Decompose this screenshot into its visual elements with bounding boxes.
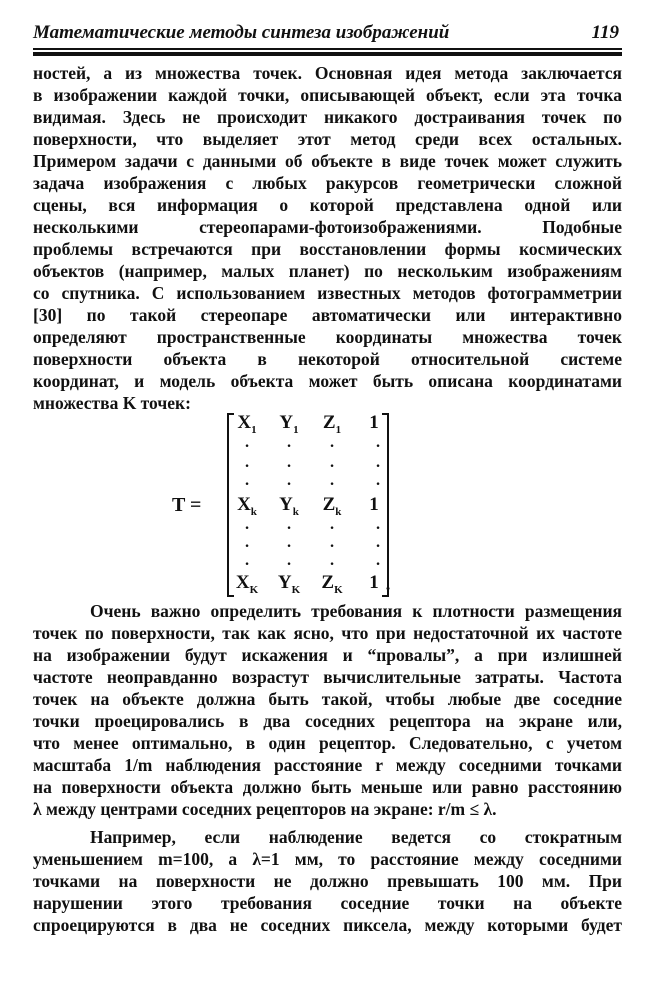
text-line: в изображении каждой точки, описывающей объект, если эта точка — [33, 85, 622, 105]
text-line: на поверхности объекта должно быть меньше или равно расстоянию — [33, 777, 622, 797]
header-title: Математические методы синтеза изображений — [33, 22, 450, 43]
text-line: точек по поверхности, так как ясно, что при недостаточной их частоте — [33, 623, 622, 643]
matrix-label: T = — [172, 494, 202, 516]
matrix-z1: $Z_1$ — [322, 412, 342, 436]
matrix-t: T = $X_1$ $Y_1$ $Z_1$ 1 · · · · · · · · · · · · $X_k$ $Y_k$ $Z_k$ 1 · · · · · · · · · · · · $X_K$ $Y_K$ $Z_K$ 1 . — [160, 410, 410, 600]
text-line: нарушении этого требования соседние точки на объекте — [33, 893, 622, 913]
text-line: Например, если наблюдение ведется со стократным — [90, 827, 622, 847]
text-line: λ между центрами соседних рецепторов на экране: r/m ≤ λ. — [33, 799, 497, 819]
text-line: координат, и модель объекта может быть описана координатами — [33, 371, 622, 391]
text-line: несколькими стереопарами-фотоизображениями. Подобные — [33, 217, 622, 237]
matrix-zK: $Z_K$ — [321, 572, 343, 596]
text-line: частоте неоправданно возрастут вычислительные затраты. Частота — [33, 667, 622, 687]
header-rule-thin — [33, 48, 622, 50]
matrix-end-period: . — [385, 574, 391, 595]
text-line: точки проецировались в два соседних рецептора на экране или, — [33, 711, 622, 731]
text-line: [30] по такой стереопаре автоматически или интерактивно — [33, 305, 622, 325]
text-line: определяют пространственные координаты множества точек — [33, 327, 622, 347]
text-line: со спутника. С использованием известных методов фотограмметрии — [33, 283, 622, 303]
text-line: проблемы встречаются при восстановлении формы космических — [33, 239, 622, 259]
text-line: уменьшением m=100, а λ=1 мм, то расстояние между соседними — [33, 849, 622, 869]
text-line: Примером задачи с данными об объекте в виде точек может служить — [33, 151, 622, 171]
matrix-y1: $Y_1$ — [279, 412, 299, 436]
text-line: на изображении будут искажения и “провалы”, а при излишней — [33, 645, 622, 665]
matrix-xK: $X_K$ — [235, 572, 259, 596]
header-rule-thick — [33, 52, 622, 56]
text-line: ностей, а из множества точек. Основная идея метода заключается — [33, 63, 622, 83]
matrix-wK: 1 — [369, 572, 379, 593]
text-line: масштаба 1/m наблюдения расстояние r между соседними точками — [33, 755, 622, 775]
text-line: точек на объекте должна быть такой, чтобы любые две соседние — [33, 689, 622, 709]
matrix-zk: $Z_k$ — [322, 494, 342, 518]
matrix-yK: $Y_K$ — [277, 572, 301, 596]
text-line: поверхности, что выделяет этот метод среди всех остальных. — [33, 129, 622, 149]
text-line: видимая. Здесь не происходит никакого достраивания точек по — [33, 107, 622, 127]
text-line: объектов (например, малых планет) по нескольким изображениям — [33, 261, 622, 281]
page-number: 119 — [591, 22, 619, 43]
text-line: точками на поверхности не должно превышать 100 мм. При — [33, 871, 622, 891]
matrix-wk: 1 — [369, 494, 379, 515]
text-line: Очень важно определить требования к плотности размещения — [90, 601, 622, 621]
matrix-w1: 1 — [369, 412, 379, 433]
text-line: спроецируются в два не соседних пиксела, между которыми будет — [33, 915, 622, 935]
matrix-x1: $X_1$ — [237, 412, 257, 436]
text-line: сцены, вся информация о которой представлена одной или — [33, 195, 622, 215]
matrix-xk: $X_k$ — [237, 494, 257, 518]
running-header — [33, 22, 621, 44]
text-line: множества K точек: — [33, 393, 191, 413]
matrix-yk: $Y_k$ — [279, 494, 299, 518]
text-line: задача изображения с любых ракурсов геометрически сложной — [33, 173, 622, 193]
text-line: что менее оптимально, в один рецептор. Следовательно, с учетом — [33, 733, 622, 753]
text-line: поверхности объекта в некоторой относительной системе — [33, 349, 622, 369]
